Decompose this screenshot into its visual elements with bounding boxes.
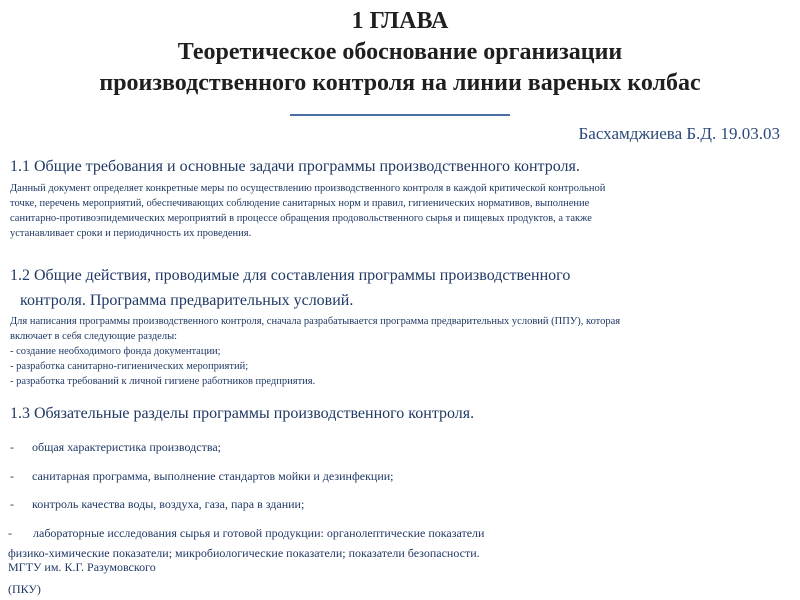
list-item-text: лабораторные исследования сырья и готовой продукции: органолептические показатели bbox=[30, 526, 485, 540]
title-line-2: Теоретическое обоснование организации bbox=[177, 39, 623, 65]
title-line-1: 1 ГЛАВА bbox=[351, 8, 449, 34]
section-2-line: - разработка требований к личной гигиене работников предприятия. bbox=[10, 376, 316, 387]
footer-department: (ПКУ) bbox=[8, 582, 41, 596]
bullet-marker: - bbox=[10, 497, 14, 511]
list-item-continuation: физико-химические показатели; микробиологические показатели; показатели безопасности. bbox=[8, 546, 480, 560]
section-2-heading-line-1: 1.2 Общие действия, проводимые для составления программы производственного bbox=[10, 267, 571, 284]
list-item bbox=[10, 497, 304, 512]
section-1-body bbox=[10, 181, 780, 241]
title-line-3: производственного контроля на линии вареных колбас bbox=[99, 70, 701, 96]
section-1-heading: 1.1 Общие требования и основные задачи программы производственного контроля. bbox=[10, 158, 580, 175]
list-item bbox=[10, 440, 221, 455]
bullet-marker: - bbox=[10, 440, 14, 454]
section-2-line: - разработка санитарно-гигиенических мероприятий; bbox=[10, 361, 249, 372]
bullet-marker: - bbox=[10, 469, 14, 483]
section-1-line: санитарно-противоэпидемических мероприятий в процессе обращения продовольственного сырья и пищевых продуктов, а также bbox=[10, 213, 592, 224]
slide-title bbox=[0, 6, 800, 99]
author-line: Басхамджиева Б.Д. 19.03.03 bbox=[578, 124, 780, 143]
footer-institution: МГТУ им. К.Г. Разумовского bbox=[8, 560, 156, 574]
list-item-text: контроль качества воды, воздуха, газа, пара в здании; bbox=[32, 497, 305, 511]
bullet-marker: - bbox=[8, 526, 12, 540]
section-2-body bbox=[10, 314, 780, 389]
list-item bbox=[8, 526, 484, 541]
list-item bbox=[10, 469, 394, 484]
section-2-line: - создание необходимого фонда документации; bbox=[10, 346, 221, 357]
section-2-line: включает в себя следующие разделы: bbox=[10, 331, 178, 342]
list-item-text: общая характеристика производства; bbox=[32, 440, 221, 454]
title-underline bbox=[290, 114, 510, 116]
section-2-heading-line-2: контроля. Программа предварительных условий. bbox=[20, 292, 354, 309]
section-3-heading: 1.3 Обязательные разделы программы производственного контроля. bbox=[10, 405, 475, 422]
section-1-line: точке, перечень мероприятий, обеспечивающих соблюдение санитарных норм и правил, гигиенических нормативов, выполнение bbox=[10, 198, 590, 209]
section-2-line: Для написания программы производственного контроля, сначала разрабатывается программа предварительных условий (ППУ), которая bbox=[10, 316, 621, 327]
section-1-line: Данный документ определяет конкретные меры по осуществлению производственного контроля в каждой критической контрольной bbox=[10, 183, 606, 194]
list-item-text: санитарная программа, выполнение стандартов мойки и дезинфекции; bbox=[32, 469, 394, 483]
section-1-line: устанавливает сроки и периодичность их проведения. bbox=[10, 228, 252, 239]
